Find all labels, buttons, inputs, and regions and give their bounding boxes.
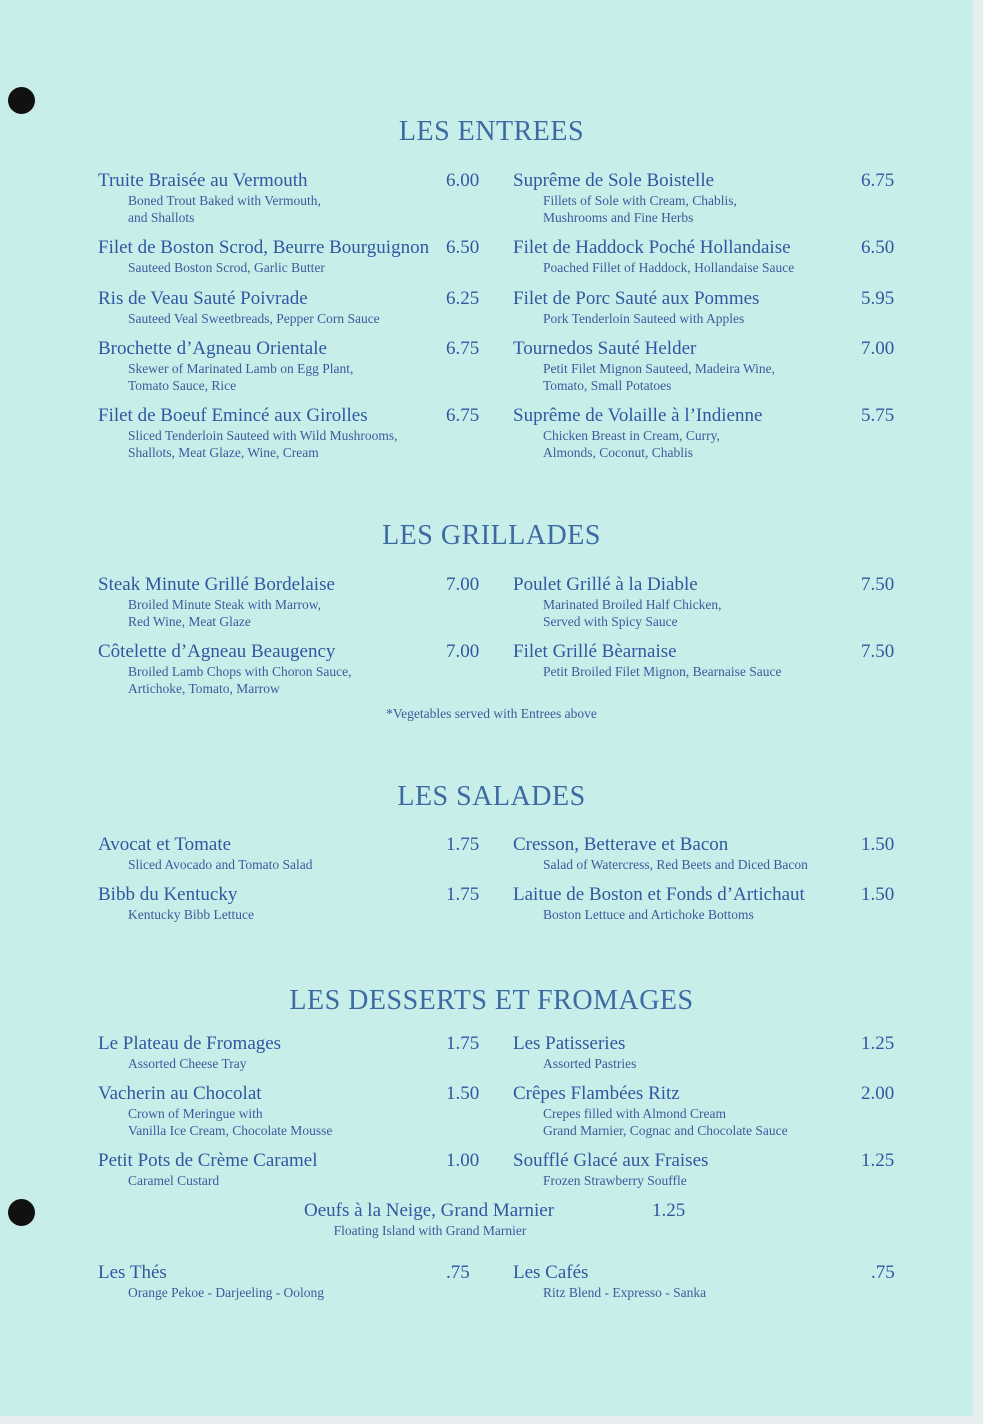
item-name: Ris de Veau Sauté Poivrade — [98, 288, 308, 309]
vegetables-note: *Vegetables served with Entrees above — [386, 706, 597, 721]
menu-item — [513, 237, 901, 276]
item-name: Suprême de Volaille à l’Indienne — [513, 405, 763, 426]
item-price: .75 — [871, 1262, 895, 1283]
item-name: Bibb du Kentucky — [98, 884, 238, 905]
item-description: Salad of Watercress, Red Beets and Diced Bacon — [543, 857, 808, 872]
menu-item — [513, 641, 901, 680]
item-price: 2.00 — [861, 1083, 895, 1104]
item-name: Poulet Grillé à la Diable — [513, 574, 698, 595]
item-description: Poached Fillet of Haddock, Hollandaise Sauce — [543, 260, 795, 275]
item-name: Cresson, Betterave et Bacon — [513, 834, 729, 855]
item-name: Oeufs à la Neige, Grand Marnier — [304, 1200, 555, 1221]
item-price: 6.75 — [446, 405, 480, 426]
item-description: Tomato Sauce, Rice — [128, 378, 237, 393]
binder-hole-top — [8, 87, 35, 114]
menu-item — [98, 641, 486, 697]
item-description: Skewer of Marinated Lamb on Egg Plant, — [128, 361, 354, 376]
item-price: 7.00 — [446, 641, 480, 662]
menu-item — [98, 884, 486, 923]
menu-item — [513, 1150, 901, 1189]
item-name: Filet Grillé Bèarnaise — [513, 641, 677, 662]
item-description: Crown of Meringue with — [128, 1106, 263, 1121]
item-description: Broiled Minute Steak with Marrow, — [128, 597, 321, 612]
item-name: Vacherin au Chocolat — [98, 1083, 262, 1104]
section-title-entrees: LES ENTREES — [398, 116, 585, 147]
item-name: Crêpes Flambées Ritz — [513, 1083, 680, 1104]
item-description: Ritz Blend - Expresso - Sanka — [543, 1285, 707, 1300]
menu-item — [513, 338, 901, 394]
item-description: Served with Spicy Sauce — [543, 614, 678, 629]
item-price: 7.50 — [861, 574, 895, 595]
item-description: Caramel Custard — [128, 1173, 220, 1188]
item-description: Sauteed Boston Scrod, Garlic Butter — [128, 260, 325, 275]
item-price: 7.00 — [861, 338, 895, 359]
item-price: 5.95 — [861, 288, 895, 309]
menu-item — [513, 1262, 901, 1301]
item-price: 5.75 — [861, 405, 895, 426]
item-name: Petit Pots de Crème Caramel — [98, 1150, 318, 1171]
item-description: Tomato, Small Potatoes — [543, 378, 672, 393]
menu-item — [98, 288, 486, 327]
item-price: 1.75 — [446, 834, 480, 855]
item-description: Vanilla Ice Cream, Chocolate Mousse — [128, 1123, 333, 1138]
menu-item — [513, 834, 901, 873]
item-description: Petit Filet Mignon Sauteed, Madeira Wine, — [543, 361, 776, 376]
item-description: Almonds, Coconut, Chablis — [543, 445, 694, 460]
menu-item — [98, 1150, 486, 1189]
item-description: Artichoke, Tomato, Marrow — [128, 681, 280, 696]
item-description: Sliced Avocado and Tomato Salad — [128, 857, 313, 872]
item-name: Suprême de Sole Boistelle — [513, 170, 715, 191]
menu-item — [98, 1262, 486, 1301]
item-price: 1.25 — [861, 1033, 895, 1054]
item-description: Orange Pekoe - Darjeeling - Oolong — [128, 1285, 325, 1300]
item-price: 7.00 — [446, 574, 480, 595]
item-name: Le Plateau de Fromages — [98, 1033, 282, 1054]
item-description: Red Wine, Meat Glaze — [128, 614, 251, 629]
item-name: Brochette d’Agneau Orientale — [98, 338, 327, 359]
menu-item — [98, 405, 486, 461]
item-price: 6.75 — [861, 170, 895, 191]
item-name: Filet de Boston Scrod, Beurre Bourguignon — [98, 237, 430, 258]
item-name: Truite Braisée au Vermouth — [98, 170, 308, 191]
item-price: .75 — [446, 1262, 470, 1283]
item-name: Les Thés — [98, 1262, 167, 1283]
menu-item — [98, 1083, 486, 1139]
item-description: Crepes filled with Almond Cream — [543, 1106, 726, 1121]
item-description: Sauteed Veal Sweetbreads, Pepper Corn Sauce — [128, 311, 380, 326]
item-price: 1.75 — [446, 1033, 480, 1054]
item-description: Assorted Cheese Tray — [128, 1056, 247, 1071]
item-description: Shallots, Meat Glaze, Wine, Cream — [128, 445, 319, 460]
item-description: Chicken Breast in Cream, Curry, — [543, 428, 720, 443]
binder-hole-bottom — [8, 1199, 35, 1226]
item-description: Marinated Broiled Half Chicken, — [543, 597, 722, 612]
menu-item — [513, 1083, 901, 1139]
item-price: 1.50 — [446, 1083, 480, 1104]
menu-item — [98, 574, 486, 630]
item-price: 6.25 — [446, 288, 480, 309]
item-price: 1.00 — [446, 1150, 480, 1171]
item-description: Frozen Strawberry Souffle — [543, 1173, 687, 1188]
section-title-grillades: LES GRILLADES — [382, 520, 601, 551]
section-title-salades: LES SALADES — [397, 781, 586, 812]
item-description: Pork Tenderloin Sauteed with Apples — [543, 311, 745, 326]
menu-item — [513, 170, 901, 226]
menu-item-centered — [304, 1200, 704, 1239]
item-description: Grand Marnier, Cognac and Chocolate Sauce — [543, 1123, 788, 1138]
item-description: Floating Island with Grand Marnier — [333, 1223, 527, 1238]
item-price: 1.50 — [861, 834, 895, 855]
item-name: Filet de Haddock Poché Hollandaise — [513, 237, 791, 258]
item-description: Fillets of Sole with Cream, Chablis, — [543, 193, 737, 208]
item-price: 7.50 — [861, 641, 895, 662]
item-price: 6.00 — [446, 170, 480, 191]
section-title-desserts: LES DESSERTS ET FROMAGES — [289, 985, 694, 1016]
item-name: Tournedos Sauté Helder — [513, 338, 697, 359]
item-name: Filet de Porc Sauté aux Pommes — [513, 288, 760, 309]
item-description: Sliced Tenderloin Sauteed with Wild Mushrooms, — [128, 428, 398, 443]
item-description: Broiled Lamb Chops with Choron Sauce, — [128, 664, 352, 679]
item-price: 6.50 — [446, 237, 480, 258]
item-description: Boston Lettuce and Artichoke Bottoms — [543, 907, 754, 922]
item-name: Côtelette d’Agneau Beaugency — [98, 641, 336, 662]
item-price: 6.50 — [861, 237, 895, 258]
item-description: and Shallots — [128, 210, 195, 225]
menu-item — [513, 405, 901, 461]
menu-item — [513, 574, 901, 630]
menu-item — [98, 1033, 486, 1072]
item-price: 1.75 — [446, 884, 480, 905]
menu-item — [98, 338, 486, 394]
item-name: Les Cafés — [513, 1262, 589, 1283]
menu-item — [513, 1033, 901, 1072]
item-description: Kentucky Bibb Lettuce — [128, 907, 254, 922]
item-name: Laitue de Boston et Fonds d’Artichaut — [513, 884, 805, 905]
item-name: Les Patisseries — [513, 1033, 626, 1054]
menu-item — [98, 237, 486, 276]
item-price: 1.25 — [652, 1200, 686, 1221]
item-description: Assorted Pastries — [543, 1056, 637, 1071]
item-name: Steak Minute Grillé Bordelaise — [98, 574, 335, 595]
item-description: Mushrooms and Fine Herbs — [543, 210, 694, 225]
item-price: 1.50 — [861, 884, 895, 905]
menu-item — [513, 884, 901, 923]
item-price: 1.25 — [861, 1150, 895, 1171]
menu-item — [98, 170, 486, 226]
item-price: 6.75 — [446, 338, 480, 359]
item-name: Soufflé Glacé aux Fraises — [513, 1150, 709, 1171]
item-description: Boned Trout Baked with Vermouth, — [128, 193, 321, 208]
menu-item — [98, 834, 486, 873]
item-description: Petit Broiled Filet Mignon, Bearnaise Sauce — [543, 664, 782, 679]
item-name: Filet de Boeuf Emincé aux Girolles — [98, 405, 368, 426]
item-name: Avocat et Tomate — [98, 834, 232, 855]
menu-item — [513, 288, 901, 327]
